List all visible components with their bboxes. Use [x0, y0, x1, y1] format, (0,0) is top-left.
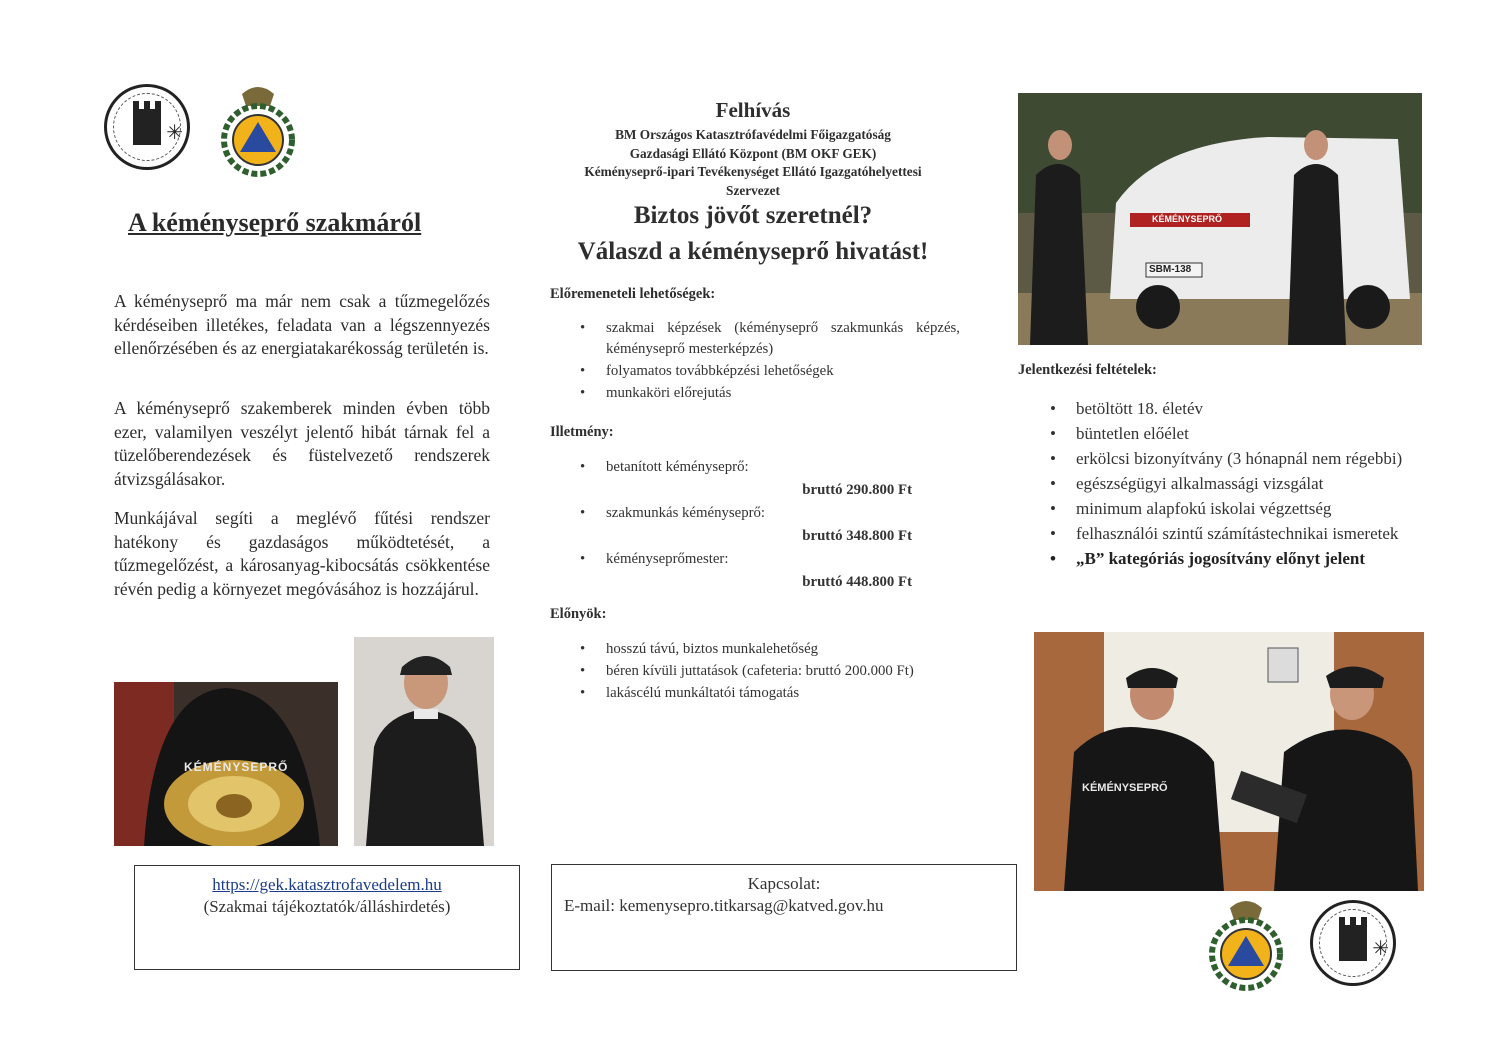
disaster-management-crest-icon: [1200, 894, 1292, 994]
salary-label: betanított kéményseprő:: [606, 459, 749, 475]
salary-item: [576, 502, 960, 548]
photo-van: [1018, 93, 1422, 345]
sun-icon: ✳: [1372, 938, 1389, 960]
salary-item: [576, 548, 960, 594]
salary-label: szakmunkás kéményseprő:: [606, 505, 766, 521]
call-heading: Felhívás: [715, 98, 791, 122]
contact-box: [551, 864, 1017, 971]
contact-title: Kapcsolat:: [747, 874, 821, 893]
list-item: • „B” kategóriás jogosítvány előnyt jelent: [1046, 546, 1432, 571]
org-line: Gazdasági Ellátó Központ (BM OKF GEK): [629, 145, 877, 161]
list-item: • munkaköri előrejutás: [576, 382, 960, 404]
slogan-call: Válaszd a kéményseprő hivatást!: [577, 238, 929, 265]
contact-email[interactable]: E-mail: kemenysepro.titkarsag@katved.gov.hu: [564, 896, 884, 915]
advancement-list: [576, 318, 960, 404]
organization-block: [520, 126, 986, 200]
org-line: BM Országos Katasztrófavédelmi Főigazgatóság: [615, 127, 891, 142]
benefits-title: Előnyök:: [550, 606, 607, 622]
list-item: • szakmai képzések (kéményseprő szakmunkás képzés, kéményseprő mesterképzés): [576, 318, 960, 360]
list-item: • hosszú távú, biztos munkalehetőség: [576, 638, 960, 660]
benefits-list: [576, 638, 960, 704]
salary-title: Illetmény:: [550, 424, 614, 440]
list-item: • betöltött 18. életév: [1046, 396, 1432, 421]
org-line: Szervezet: [726, 182, 780, 198]
intro-paragraph: A kéményseprő ma már nem csak a tűzmegelőzés kérdéseiben illetékes, feladata van a légszennyezés ellenőrzésében és az energiatakarékosság területén is.: [114, 291, 490, 358]
conditions-list: [1046, 396, 1432, 571]
list-item: • erkölcsi bizonyítvány (3 hónapnál nem régebbi): [1046, 446, 1432, 471]
salary-list: [576, 456, 960, 594]
website-box: [134, 865, 520, 970]
license-plate: SBM-138: [1149, 264, 1192, 275]
list-item: • egészségügyi alkalmassági vizsgálat: [1046, 471, 1432, 496]
gek-logo: [1310, 900, 1396, 986]
salary-item: [576, 456, 960, 502]
website-note: (Szakmai tájékoztatók/álláshirdetés): [203, 897, 451, 916]
chimney-tower-icon: [1339, 925, 1367, 961]
list-item: • béren kívüli juttatások (cafeteria: bruttó 200.000 Ft): [576, 660, 960, 682]
chimney-tower-icon: [133, 109, 161, 145]
photo-portrait: [354, 637, 494, 846]
list-item: • minimum alapfokú iskolai végzettség: [1046, 496, 1432, 521]
slogan-question: Biztos jövőt szeretnél?: [633, 202, 873, 229]
sun-icon: ✳: [166, 122, 183, 144]
jacket-text: KÉMÉNYSEPRŐ: [184, 760, 289, 774]
salary-amount: bruttó 448.800 Ft: [802, 574, 912, 590]
photo-inspection: [1034, 632, 1424, 891]
inspection-image: [1034, 632, 1424, 891]
conditions-title: Jelentkezési feltételek:: [1018, 362, 1157, 378]
list-item: • felhasználói szintű számítástechnikai ismeretek: [1046, 521, 1432, 546]
website-link[interactable]: https://gek.katasztrofavedelem.hu: [212, 875, 442, 894]
environment-paragraph: Munkájával segíti a meglévő fűtési rendszer hatékony és gazdaságos működtetését, a tűzmegelőzést, a károsanyag-kibocsátás csökkentése révén pedig a környezet megóvásához is hozzájárul.: [114, 508, 490, 599]
jacket-text: KÉMÉNYSEPRŐ: [1082, 782, 1168, 794]
org-line: Kéményseprő-ipari Tevékenységet Ellátó Igazgatóhelyettesi: [584, 164, 922, 179]
inspection-paragraph: A kéményseprő szakemberek minden évben több ezer, valamilyen veszélyt jelentő hibát tárnak fel a tüzelőberendezések és füstelvezető rendszerek átvizsgálásakor.: [114, 398, 490, 489]
list-item: • folyamatos továbbképzési lehetőségek: [576, 360, 960, 382]
salary-amount: bruttó 290.800 Ft: [802, 482, 912, 498]
van-text: KÉMÉNYSEPRŐ: [1152, 214, 1223, 224]
gek-logo: [104, 84, 190, 170]
portrait-image: [354, 637, 494, 846]
salary-label: kéményseprőmester:: [606, 551, 729, 567]
list-item: • büntetlen előélet: [1046, 421, 1432, 446]
salary-amount: bruttó 348.800 Ft: [802, 528, 912, 544]
page-title: A kéményseprő szakmáról: [128, 208, 422, 237]
advancement-title: Előremeneteli lehetőségek:: [550, 286, 716, 302]
photo-jacket-back: [114, 682, 338, 846]
list-item: • lakáscélú munkáltatói támogatás: [576, 682, 960, 704]
disaster-management-crest-icon: [212, 80, 304, 180]
